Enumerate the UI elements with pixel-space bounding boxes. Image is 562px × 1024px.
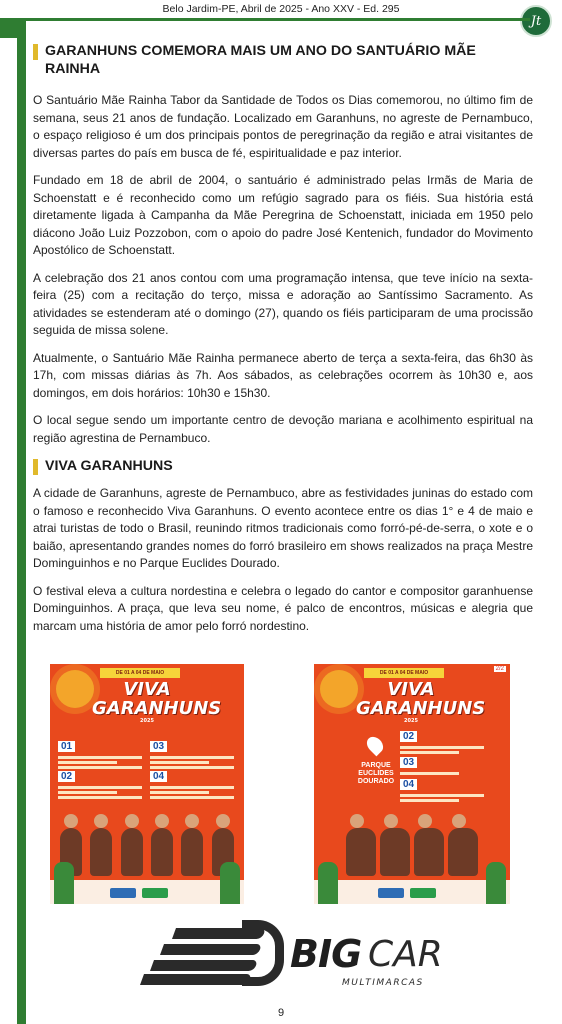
location-pin-icon — [364, 734, 387, 757]
page-number: 9 — [277, 1007, 285, 1019]
day-block — [58, 766, 142, 801]
day-number: 02 — [400, 731, 417, 742]
day-block — [150, 766, 234, 801]
green-frame-left — [17, 18, 26, 1024]
day-number: 04 — [150, 771, 167, 782]
ad-tagline: MULTIMARCAS — [342, 978, 424, 988]
poster-logo — [92, 679, 222, 725]
day-block — [400, 774, 484, 804]
article-column — [33, 42, 533, 645]
poster-schedule-2 — [314, 664, 510, 904]
sponsor-footer — [50, 880, 244, 904]
cactus-icon — [318, 862, 338, 904]
paragraph: O local segue sendo um importante centro de devoção mariana e acolhimento espiritual na região agrestina de Pernambuco. — [33, 413, 533, 445]
paragraph: O Santuário Mãe Rainha Tabor da Santidade de Todos os Dias comemorou, no último fim de semana, seus 21 anos de fundação. Localizado em Garanhuns, no agreste de Pernambuco, o espaço religioso é um dos principais pontos de peregrinação da região e atrai visitantes de diversas partes do país em busca de fé, espiritualidade e paz interior. — [33, 93, 533, 160]
poster-viva: VIVA — [387, 679, 435, 700]
publication-logo: Jt — [520, 5, 552, 37]
paragraph: A cidade de Garanhuns, agreste de Pernambuco, abre as festividades juninas do estado com o famoso e reconhecido Viva Garanhuns. O evento acontece entre os dias 1° e 4 de maio e atrai turistas de todo o Brasil, reunindo ritmos tradicionais como forró-pé-de-serra, o xote e o baião, apresentando grandes nomes do forró brasileiro em shows realizados na praça Mestre Dominguinhos e no Parque Euclides Dourado. — [33, 486, 533, 570]
artist-photos — [56, 806, 238, 876]
article-heading — [33, 457, 533, 475]
day-number: 02 — [58, 771, 75, 782]
paragraph: Fundado em 18 de abril de 2004, o santuário é administrado pelas Irmãs de Maria de Schoenstatt e é reconhecido como um refúgio sagrado para os fiéis. Sua história está diretamente ligada à Campanha da Mãe Peregrina de Schoenstatt, iniciada em 1950 pelo diácono João Luiz Pozzobon, com o apoio do padre José Kentenich, fundador do Movimento Apostólico de Schoenstatt. — [33, 173, 533, 257]
day-number: 04 — [400, 779, 417, 790]
bigcar-advertisement — [150, 916, 450, 996]
article-title-viva-garanhuns: VIVA GARANHUNS — [45, 458, 173, 474]
masthead-text: Belo Jardim-PE, Abril de 2025 - Ano XXV - Ed. 295 — [162, 3, 400, 15]
poster-garanhuns: GARANHUNS — [356, 698, 486, 719]
poster-logo — [356, 679, 486, 725]
sponsor-footer — [314, 880, 510, 904]
article-heading — [33, 42, 533, 78]
event-posters — [50, 664, 520, 904]
cactus-icon — [220, 862, 240, 904]
paragraph: O festival eleva a cultura nordestina e celebra o legado do cantor e compositor garanhuense Dominguinhos. A praça, que leva seu nome, é palco de encontros, músicas e alegria que marcam uma história de amor pelo forró nordestino. — [33, 583, 533, 633]
cactus-icon — [486, 862, 506, 904]
day-number: 01 — [58, 741, 75, 752]
poster-date: DE 01 A 04 DE MAIO — [100, 668, 180, 678]
artist-photos — [344, 806, 480, 876]
poster-year: 2025 — [404, 718, 418, 724]
bigcar-emblem-curve — [242, 920, 284, 986]
sun-icon — [56, 670, 94, 708]
heading-accent-bar — [33, 44, 38, 60]
poster-year: 2025 — [140, 718, 154, 724]
poster-garanhuns: GARANHUNS — [92, 698, 222, 719]
poster-schedule-1 — [50, 664, 244, 904]
ad-brand-car: CAR — [368, 934, 443, 975]
day-number: 03 — [150, 741, 167, 752]
paragraph: A celebração dos 21 anos contou com uma programação intensa, que teve início na sexta-feira (25) com a recitação do terço, missa e adoração ao Santíssimo Sacramento. As atividades se estenderam até o domingo (27), quando os fiéis participaram de uma procissão seguida de missa solene. — [33, 270, 533, 337]
paragraph: Atualmente, o Santuário Mãe Rainha permanece aberto de terça a sexta-feira, das 6h30 às 17h, com missas diárias às 7h. Aos sábados, as celebrações ocorrem às 10h30 e, aos domingos, em dois horários: 10h30 e 15h30. — [33, 350, 533, 400]
day-number: 03 — [400, 757, 417, 768]
poster-viva: VIVA — [123, 679, 171, 700]
sun-icon — [320, 670, 358, 708]
green-frame-top — [0, 18, 530, 21]
poster-page-mark: 2/2 — [495, 666, 504, 672]
article-title-santuario: GARANHUNS COMEMORA MAIS UM ANO DO SANTUÁRIO MÃE RAINHA — [45, 43, 476, 77]
cactus-icon — [54, 862, 74, 904]
poster-venue: PARQUE EUCLIDES DOURADO — [357, 762, 395, 785]
heading-accent-bar — [33, 459, 38, 475]
masthead-bar — [0, 0, 562, 20]
poster-date: DE 01 A 04 DE MAIO — [364, 668, 444, 678]
ad-brand-big: BIG — [290, 932, 362, 976]
